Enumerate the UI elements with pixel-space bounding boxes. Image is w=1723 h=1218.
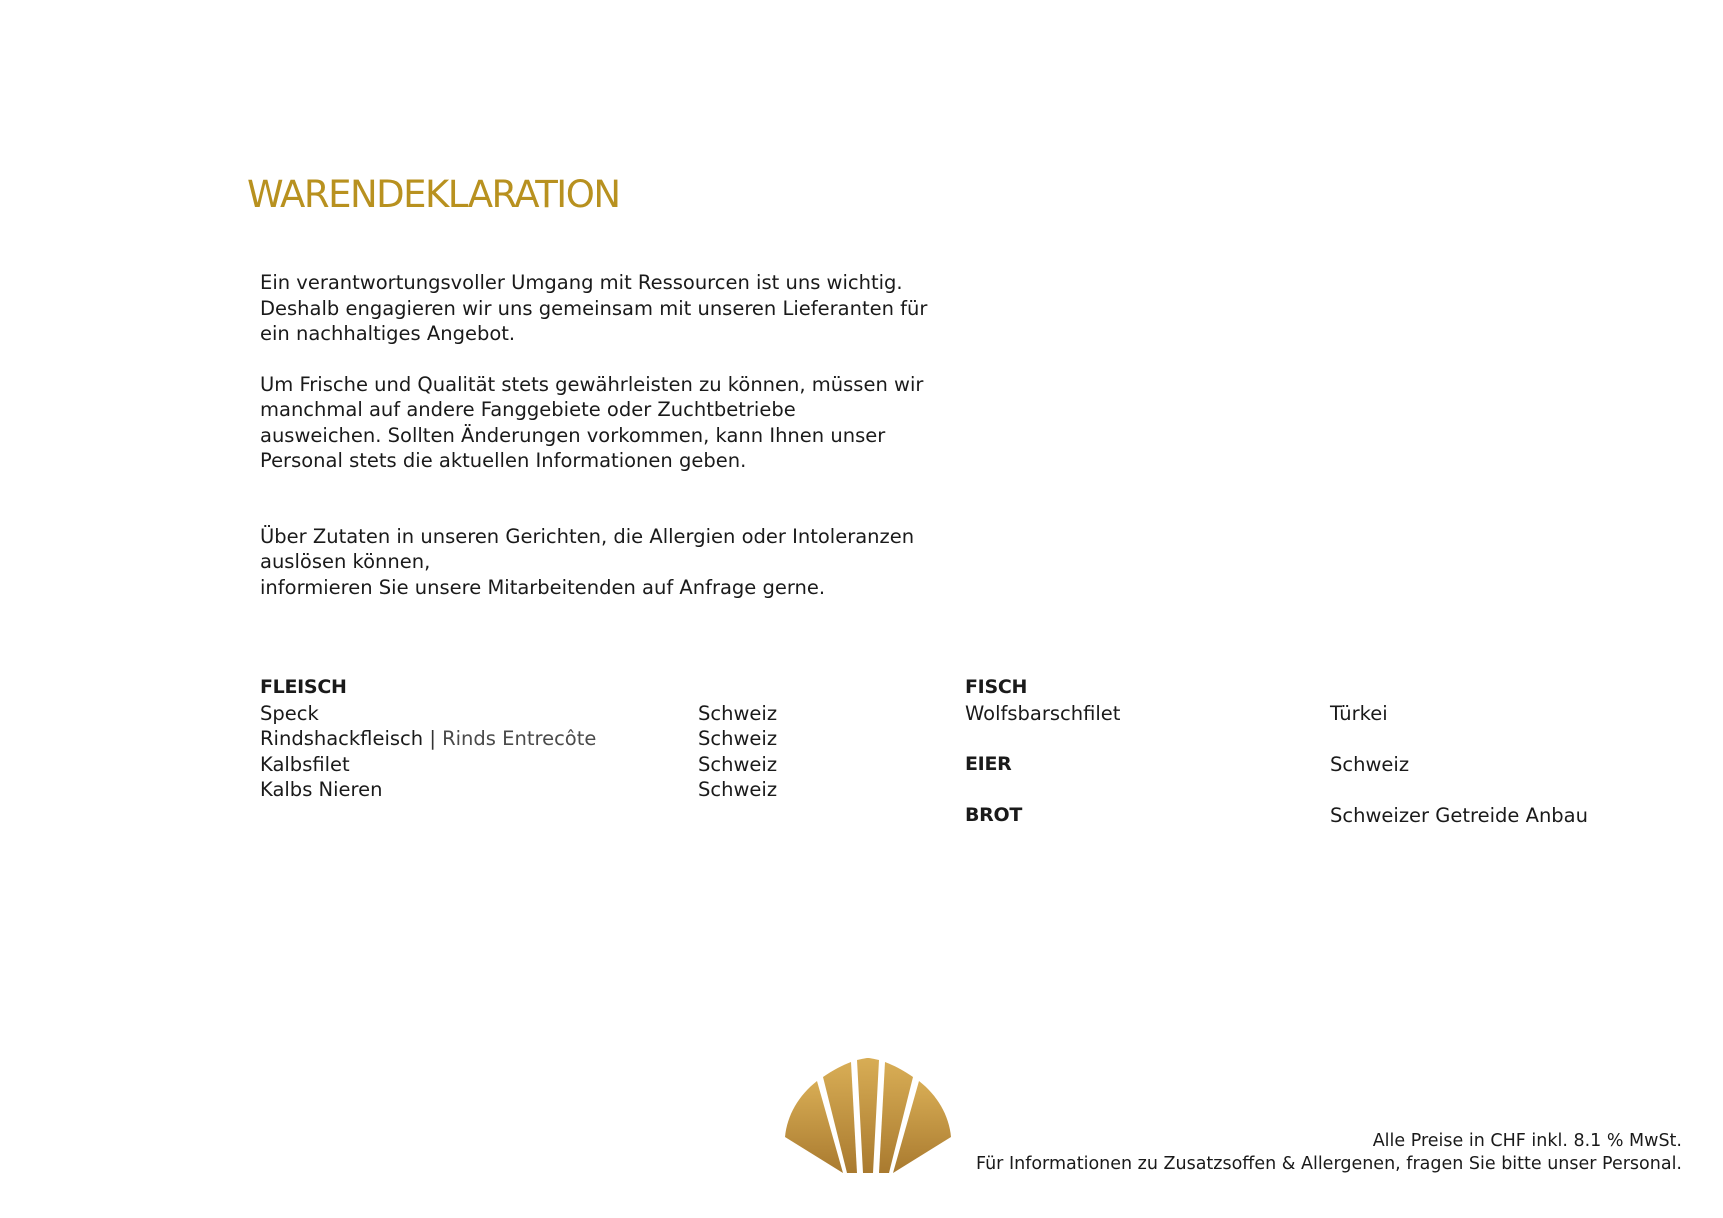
eier-heading: EIER [965, 752, 1012, 775]
shell-fan-logo-icon [785, 1055, 951, 1175]
item-name-1: Rindshackfleisch [260, 727, 424, 750]
item-name: Wolfsbarschfilet [965, 701, 1121, 725]
item-separator: | [423, 727, 443, 750]
fleisch-heading: FLEISCH [260, 676, 347, 698]
item-name-2: Rinds Entrecôte [442, 727, 597, 750]
page-title: WARENDEKLARATION [247, 173, 620, 216]
item-name [260, 726, 698, 752]
right-column [965, 675, 1685, 828]
item-origin: Schweiz [698, 727, 778, 750]
item-name: Kalbsfilet [260, 752, 350, 776]
intro-paragraph-3: Über Zutaten in unseren Gerichten, die Allergien oder Intoleranzen auslösen können, informieren Sie unsere Mitarbeitenden auf Anfrage gerne. [260, 524, 915, 599]
fisch-heading: FISCH [965, 676, 1028, 698]
list-item [260, 777, 940, 803]
footer-prices: Alle Preise in CHF inkl. 8.1 % MwSt. [1372, 1131, 1682, 1151]
footer-allergens: Für Informationen zu Zusatzsoffen & Allergenen, fragen Sie bitte unser Personal. [975, 1154, 1682, 1174]
intro-text [260, 270, 980, 600]
item-origin: Schweiz [698, 778, 778, 801]
list-item [260, 726, 940, 752]
item-origin: Schweiz [698, 752, 778, 776]
intro-paragraph-2: Um Frische und Qualität stets gewährleisten zu können, müssen wir manchmal auf andere Fanggebiete oder Zuchtbetriebe ausweichen. Sollten Änderungen vorkommen, kann Ihnen unser Personal stets die aktuellen Informationen geben. [260, 372, 924, 472]
footer-note [976, 1130, 1682, 1176]
list-item [260, 701, 940, 727]
fleisch-section [260, 675, 940, 803]
eier-row [965, 752, 1685, 778]
item-origin: Türkei [1330, 701, 1388, 725]
brot-row [965, 803, 1685, 829]
item-name: Speck [260, 701, 319, 725]
item-origin: Schweiz [698, 701, 778, 725]
eier-origin: Schweiz [1330, 752, 1410, 776]
brot-heading: BROT [965, 803, 1023, 826]
item-name: Kalbs Nieren [260, 778, 383, 801]
brot-origin: Schweizer Getreide Anbau [1330, 803, 1588, 827]
list-item [260, 752, 940, 778]
intro-paragraph-1: Ein verantwortungsvoller Umgang mit Ressourcen ist uns wichtig. Deshalb engagieren wir uns gemeinsam mit unseren Lieferanten für ein nachhaltiges Angebot. [260, 271, 928, 345]
list-item [965, 701, 1685, 727]
